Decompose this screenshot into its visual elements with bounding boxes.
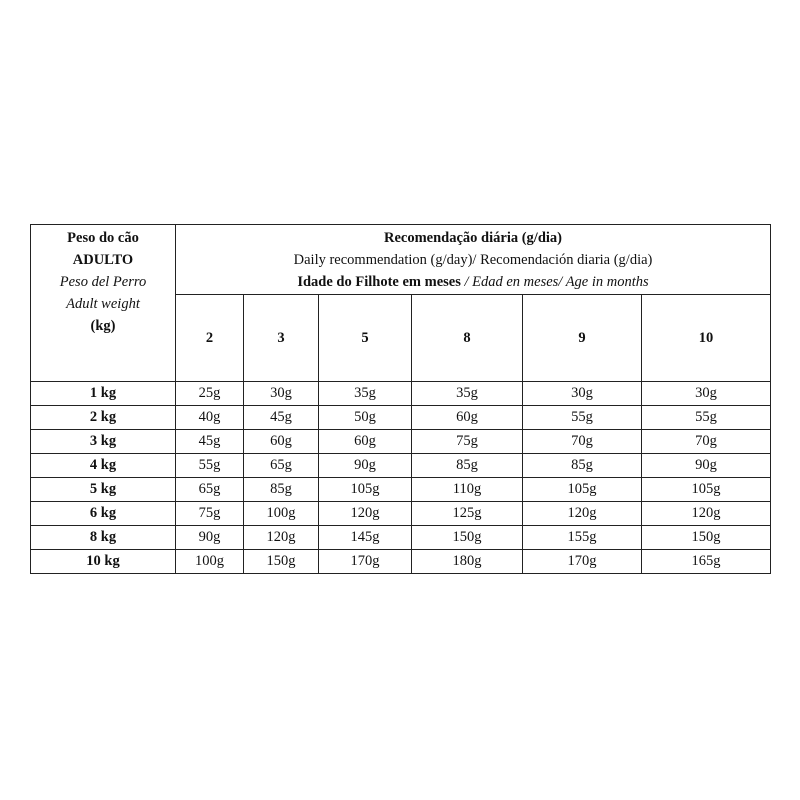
amount-cell: 50g xyxy=(319,406,412,430)
amount-cell: 40g xyxy=(176,406,244,430)
amount-cell: 165g xyxy=(642,550,771,574)
table-row xyxy=(31,526,771,550)
age-label-pt: Idade do Filhote em meses xyxy=(297,274,461,290)
amount-cell: 35g xyxy=(412,382,523,406)
weight-header-unit: (kg) xyxy=(90,318,116,334)
amount-cell: 90g xyxy=(642,454,771,478)
header-row-recommendation xyxy=(31,225,771,295)
amount-cell: 60g xyxy=(244,430,319,454)
feeding-table xyxy=(30,224,771,574)
recommendation-age-line xyxy=(176,271,770,293)
amount-cell: 55g xyxy=(176,454,244,478)
weight-cell: 3 kg xyxy=(31,430,176,454)
amount-cell: 170g xyxy=(523,550,642,574)
weight-cell: 5 kg xyxy=(31,478,176,502)
weight-cell: 10 kg xyxy=(31,550,176,574)
amount-cell: 120g xyxy=(523,502,642,526)
amount-cell: 35g xyxy=(319,382,412,406)
weight-header-en: Adult weight xyxy=(66,296,140,312)
recommendation-subtitle: Daily recommendation (g/day)/ Recomendación diaria (g/dia) xyxy=(293,252,653,268)
amount-cell: 30g xyxy=(642,382,771,406)
amount-cell: 105g xyxy=(642,478,771,502)
age-header-5: 5 xyxy=(319,295,412,382)
age-header-9: 9 xyxy=(523,295,642,382)
recommendation-title: Recomendação diária (g/dia) xyxy=(384,230,563,246)
amount-cell: 125g xyxy=(412,502,523,526)
table-row xyxy=(31,382,771,406)
amount-cell: 110g xyxy=(412,478,523,502)
amount-cell: 180g xyxy=(412,550,523,574)
weight-cell: 6 kg xyxy=(31,502,176,526)
age-header-2: 2 xyxy=(176,295,244,382)
weight-cell: 1 kg xyxy=(31,382,176,406)
amount-cell: 120g xyxy=(244,526,319,550)
amount-cell: 100g xyxy=(244,502,319,526)
recommendation-header-cell xyxy=(176,225,771,295)
amount-cell: 70g xyxy=(642,430,771,454)
weight-header-pt-line1: Peso do cão xyxy=(67,230,139,246)
amount-cell: 105g xyxy=(319,478,412,502)
amount-cell: 105g xyxy=(523,478,642,502)
amount-cell: 25g xyxy=(176,382,244,406)
age-header-3: 3 xyxy=(244,295,319,382)
amount-cell: 65g xyxy=(244,454,319,478)
table-row xyxy=(31,406,771,430)
weight-cell: 4 kg xyxy=(31,454,176,478)
amount-cell: 85g xyxy=(523,454,642,478)
feeding-table-body xyxy=(31,225,771,574)
amount-cell: 150g xyxy=(412,526,523,550)
amount-cell: 70g xyxy=(523,430,642,454)
amount-cell: 45g xyxy=(244,406,319,430)
amount-cell: 155g xyxy=(523,526,642,550)
amount-cell: 145g xyxy=(319,526,412,550)
amount-cell: 55g xyxy=(642,406,771,430)
amount-cell: 65g xyxy=(176,478,244,502)
weight-header-pt-line2: ADULTO xyxy=(72,252,134,268)
amount-cell: 170g xyxy=(319,550,412,574)
amount-cell: 60g xyxy=(412,406,523,430)
weight-header-es: Peso del Perro xyxy=(59,274,147,290)
weight-header-cell xyxy=(31,225,176,382)
weight-cell: 2 kg xyxy=(31,406,176,430)
amount-cell: 90g xyxy=(176,526,244,550)
amount-cell: 60g xyxy=(319,430,412,454)
amount-cell: 85g xyxy=(244,478,319,502)
table-row xyxy=(31,454,771,478)
table-row xyxy=(31,502,771,526)
amount-cell: 30g xyxy=(244,382,319,406)
amount-cell: 150g xyxy=(642,526,771,550)
amount-cell: 85g xyxy=(412,454,523,478)
amount-cell: 75g xyxy=(176,502,244,526)
amount-cell: 100g xyxy=(176,550,244,574)
table-row xyxy=(31,430,771,454)
amount-cell: 90g xyxy=(319,454,412,478)
age-header-8: 8 xyxy=(412,295,523,382)
amount-cell: 55g xyxy=(523,406,642,430)
amount-cell: 75g xyxy=(412,430,523,454)
amount-cell: 150g xyxy=(244,550,319,574)
weight-cell: 8 kg xyxy=(31,526,176,550)
amount-cell: 120g xyxy=(319,502,412,526)
age-header-10: 10 xyxy=(642,295,771,382)
amount-cell: 30g xyxy=(523,382,642,406)
table-row xyxy=(31,478,771,502)
age-label-es-en: / Edad en meses/ Age in months xyxy=(460,274,649,290)
amount-cell: 45g xyxy=(176,430,244,454)
table-row xyxy=(31,550,771,574)
amount-cell: 120g xyxy=(642,502,771,526)
